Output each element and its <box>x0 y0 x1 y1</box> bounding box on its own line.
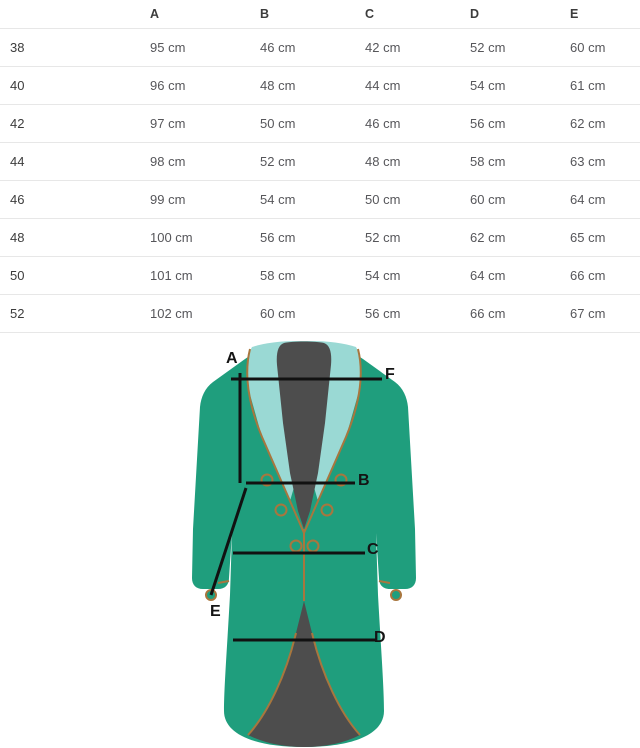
label-c: C <box>367 541 379 558</box>
cell-b: 46 cm <box>260 29 365 67</box>
coat-illustration <box>0 333 640 748</box>
table-row <box>0 257 640 295</box>
cell-e: 66 cm <box>570 257 640 295</box>
cell-a: 96 cm <box>150 67 260 105</box>
cell-e: 61 cm <box>570 67 640 105</box>
cell-b: 60 cm <box>260 295 365 333</box>
label-d: D <box>374 629 386 646</box>
cell-a: 98 cm <box>150 143 260 181</box>
cell-b: 58 cm <box>260 257 365 295</box>
cell-d: 52 cm <box>470 29 570 67</box>
table-row <box>0 219 640 257</box>
cell-c: 56 cm <box>365 295 470 333</box>
cell-c: 42 cm <box>365 29 470 67</box>
cell-c: 50 cm <box>365 181 470 219</box>
cell-a: 95 cm <box>150 29 260 67</box>
cell-size: 44 <box>0 143 150 181</box>
cell-d: 58 cm <box>470 143 570 181</box>
column-header-d: D <box>470 0 570 29</box>
cell-a: 100 cm <box>150 219 260 257</box>
column-header-b: B <box>260 0 365 29</box>
column-header-c: C <box>365 0 470 29</box>
cell-a: 101 cm <box>150 257 260 295</box>
table-row <box>0 295 640 333</box>
column-header-e: E <box>570 0 640 29</box>
measurement-diagram <box>0 333 640 748</box>
table-row <box>0 105 640 143</box>
table-row <box>0 143 640 181</box>
size-table-body <box>0 29 640 333</box>
cell-b: 52 cm <box>260 143 365 181</box>
cell-e: 65 cm <box>570 219 640 257</box>
table-row <box>0 29 640 67</box>
cell-b: 50 cm <box>260 105 365 143</box>
cell-a: 97 cm <box>150 105 260 143</box>
table-row <box>0 67 640 105</box>
cell-size: 40 <box>0 67 150 105</box>
cell-e: 64 cm <box>570 181 640 219</box>
button-icon <box>276 505 287 516</box>
cell-e: 63 cm <box>570 143 640 181</box>
label-e: E <box>210 603 221 620</box>
cell-size: 46 <box>0 181 150 219</box>
cell-e: 62 cm <box>570 105 640 143</box>
cell-d: 56 cm <box>470 105 570 143</box>
cell-e: 67 cm <box>570 295 640 333</box>
button-icon <box>291 541 302 552</box>
cell-c: 46 cm <box>365 105 470 143</box>
cell-b: 48 cm <box>260 67 365 105</box>
size-table <box>0 0 640 333</box>
cell-a: 99 cm <box>150 181 260 219</box>
cell-c: 48 cm <box>365 143 470 181</box>
button-icon <box>322 505 333 516</box>
cell-b: 54 cm <box>260 181 365 219</box>
button-icon <box>308 541 319 552</box>
label-a: A <box>226 350 238 367</box>
column-header-a: A <box>150 0 260 29</box>
cell-d: 64 cm <box>470 257 570 295</box>
table-row <box>0 181 640 219</box>
button-icon-cuff-right <box>391 590 401 600</box>
cell-c: 44 cm <box>365 67 470 105</box>
cell-d: 60 cm <box>470 181 570 219</box>
label-f: F <box>385 366 395 383</box>
cell-c: 52 cm <box>365 219 470 257</box>
cell-size: 52 <box>0 295 150 333</box>
label-b: B <box>358 472 370 489</box>
cell-b: 56 cm <box>260 219 365 257</box>
cell-c: 54 cm <box>365 257 470 295</box>
cell-d: 62 cm <box>470 219 570 257</box>
cell-a: 102 cm <box>150 295 260 333</box>
cell-size: 42 <box>0 105 150 143</box>
column-header-size <box>0 0 150 29</box>
cell-size: 48 <box>0 219 150 257</box>
size-table-head <box>0 0 640 29</box>
cell-d: 54 cm <box>470 67 570 105</box>
cell-size: 50 <box>0 257 150 295</box>
cell-e: 60 cm <box>570 29 640 67</box>
table-header-row <box>0 0 640 29</box>
cell-size: 38 <box>0 29 150 67</box>
cell-d: 66 cm <box>470 295 570 333</box>
